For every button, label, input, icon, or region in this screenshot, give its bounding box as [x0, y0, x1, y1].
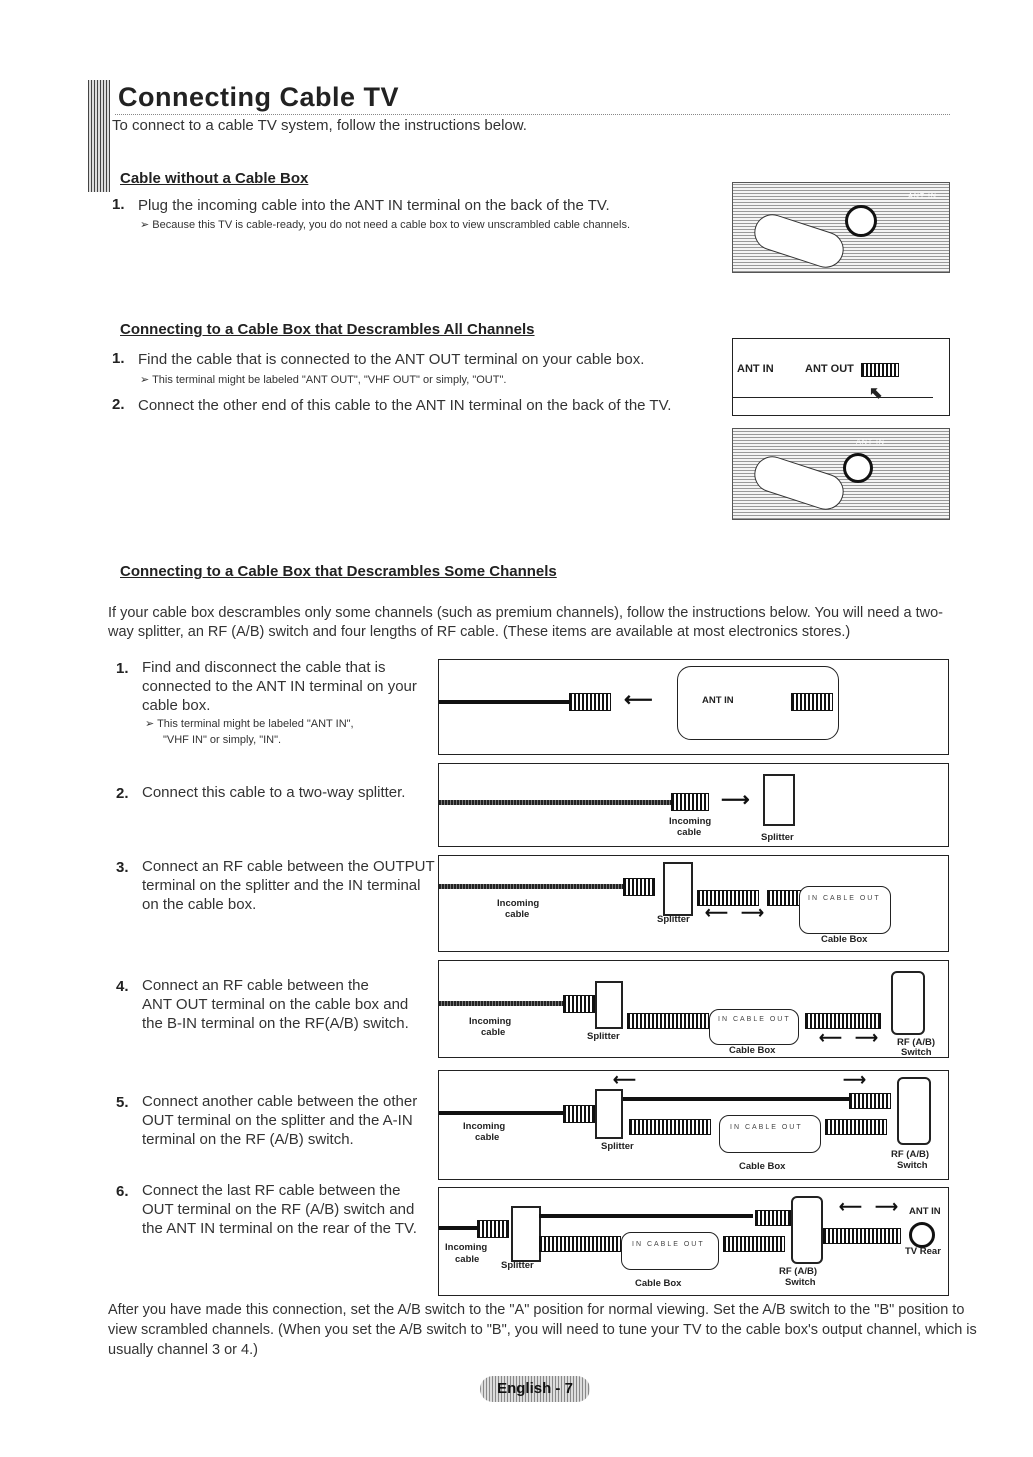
rf-ab-switch-icon	[891, 971, 925, 1035]
section3-intro-line1: If your cable box descrambles only some channels (such as premium channels), follow the instructions below. You will need a two-	[108, 605, 943, 621]
s3-step1-note: ➢ This terminal might be labeled "ANT IN", "VHF IN" or simply, "IN".	[145, 718, 354, 746]
section1-note: ➢ Because this TV is cable-ready, you do not need a cable box to view unscrambled cable channels.	[140, 219, 631, 231]
splitter-label: Splitter	[501, 1260, 534, 1271]
diagram-step1	[438, 659, 949, 755]
section1-step1-num: 1.	[112, 196, 125, 213]
cable-box-label: Cable Box	[729, 1045, 776, 1056]
hand-icon	[750, 210, 849, 273]
cable-label: cable	[455, 1254, 480, 1265]
rf-cable-icon	[805, 1013, 881, 1029]
note-arrow-icon: ➢	[140, 374, 153, 386]
splitter-icon	[595, 981, 623, 1029]
pointer-arrow-icon: ⬉	[869, 385, 883, 402]
splitter-label: Splitter	[761, 832, 794, 843]
section3-heading: Connecting to a Cable Box that Descrambles Some Channels	[120, 563, 557, 580]
diagram-step2	[438, 763, 949, 847]
rf-connector-icon	[477, 1220, 509, 1238]
splitter-label: Splitter	[587, 1031, 620, 1042]
left-arrow-icon: ⟵	[624, 689, 653, 711]
hand-icon	[750, 452, 849, 515]
switch-label: Switch	[785, 1277, 816, 1288]
rf-connector-icon	[791, 693, 833, 711]
cable-label: cable	[475, 1132, 500, 1143]
ant-in-label: ANT IN	[737, 363, 774, 375]
cable-box-outline	[799, 886, 891, 934]
ant-in-jack-icon	[843, 453, 873, 483]
s3-step3-text: Connect an RF cable between the OUTPUT terminal on the splitter and the IN terminal on the cable box.	[142, 858, 435, 913]
closing-line3: usually channel 3 or 4.)	[108, 1342, 258, 1358]
incoming-cable	[439, 800, 675, 805]
incoming-cable	[439, 1226, 479, 1230]
right-arrow-icon: ⟶	[721, 789, 750, 811]
ant-in-tv-label: ANT IN	[909, 1206, 941, 1217]
section1-heading: Cable without a Cable Box	[120, 170, 309, 187]
left-arrow-icon: ⟵	[705, 905, 728, 922]
ant-in-photo-1	[732, 182, 950, 273]
cable-box-outline	[621, 1232, 719, 1270]
rf-cable-icon	[539, 1236, 621, 1252]
section2-step2-text: Connect the other end of this cable to the ANT IN terminal on the back of the TV.	[138, 397, 672, 414]
section2-step2-num: 2.	[112, 396, 125, 413]
ant-in-photo-2	[732, 428, 950, 520]
cable-box-outline	[719, 1115, 821, 1153]
splitter-icon	[595, 1089, 623, 1139]
tv-ant-in-jack-icon	[909, 1222, 935, 1248]
section2-step1-num: 1.	[112, 350, 125, 367]
ant-out-label: ANT OUT	[805, 363, 854, 375]
rf-connector-icon	[569, 693, 611, 711]
cable-label: cable	[481, 1027, 506, 1038]
photo-label: ANT IN	[856, 439, 885, 446]
incoming-cable	[439, 1001, 565, 1006]
splitter-label: Splitter	[601, 1141, 634, 1152]
cable-box-label: Cable Box	[739, 1161, 786, 1172]
section1-step1-text: Plug the incoming cable into the ANT IN terminal on the back of the TV.	[138, 197, 610, 214]
rf-connector-icon	[623, 878, 655, 896]
right-arrow-icon: ⟶	[843, 1072, 866, 1089]
switch-label: Switch	[897, 1160, 928, 1171]
s3-step6-text: Connect the last RF cable between the OUT terminal on the RF (A/B) switch and the ANT IN terminal on the rear of the TV.	[142, 1182, 417, 1237]
s3-step2-text: Connect this cable to a two-way splitter.	[142, 784, 406, 801]
left-arrow-icon: ⟵	[839, 1199, 862, 1216]
incoming-cable	[439, 1111, 565, 1115]
s3-step4-num: 4.	[116, 978, 129, 995]
splitter-icon	[763, 774, 795, 826]
rf-ab-label: RF (A/B)	[897, 1037, 935, 1048]
incoming-label: Incoming	[497, 898, 540, 909]
s3-step1-num: 1.	[116, 660, 129, 677]
incoming-cable	[439, 700, 569, 704]
right-arrow-icon: ⟶	[855, 1030, 878, 1047]
s3-step3-num: 3.	[116, 859, 129, 876]
rf-ab-switch-icon	[897, 1077, 931, 1145]
rf-cable-icon	[723, 1236, 785, 1252]
cable-box-terminals: IN CABLE OUT	[808, 895, 881, 902]
ant-in-label: ANT IN	[702, 695, 734, 706]
rf-ab-switch-icon	[791, 1196, 823, 1264]
diagram-step6	[438, 1187, 949, 1296]
s3-step1-text: Find and disconnect the cable that is connected to the ANT IN terminal on your cable box.	[142, 659, 417, 714]
rf-connector-icon	[671, 793, 709, 811]
note-arrow-icon: ➢	[145, 718, 158, 730]
cable-box-terminals: IN CABLE OUT	[632, 1241, 705, 1248]
splitter-icon	[511, 1206, 541, 1262]
rf-connector-icon	[563, 1105, 595, 1123]
incoming-label: Incoming	[463, 1121, 506, 1132]
note-arrow-icon: ➢	[140, 219, 153, 231]
section2-note: ➢ This terminal might be labeled "ANT OUT", "VHF OUT" or simply, "OUT".	[140, 374, 507, 386]
section3-intro-line2: way splitter, an RF (A/B) switch and four lengths of RF cable. (These items are available at most electronics stores.)	[108, 624, 851, 640]
s3-step2-num: 2.	[116, 785, 129, 802]
a-line-cable	[623, 1097, 849, 1101]
diagram-step4	[438, 960, 949, 1058]
splitter-label: Splitter	[657, 914, 690, 925]
closing-line2: view scrambled channels. (When you set the A/B switch to "B", you will need to tune your TV to the cable box's output channel, which is	[108, 1322, 977, 1338]
closing-line1: After you have made this connection, set the A/B switch to the "A" position for normal viewing. Set the A/B switch to the "B" position to	[108, 1302, 965, 1318]
cable-box-base-line	[733, 397, 933, 398]
rf-cable-icon	[825, 1119, 887, 1135]
photo-label: ANT IN	[908, 193, 937, 200]
rf-connector-icon	[563, 995, 595, 1013]
rf-cable-icon	[629, 1119, 711, 1135]
incoming-label: Incoming	[445, 1242, 488, 1253]
diagram-step3	[438, 855, 949, 952]
s3-step5-num: 5.	[116, 1094, 129, 1111]
rf-ab-label: RF (A/B)	[891, 1149, 929, 1160]
left-arrow-icon: ⟵	[613, 1072, 636, 1089]
title-accent-bar	[88, 80, 110, 192]
splitter-icon	[663, 862, 693, 916]
rf-cable-icon	[627, 1013, 709, 1029]
right-arrow-icon: ⟶	[875, 1199, 898, 1216]
rf-cable-icon	[823, 1228, 901, 1244]
page-intro: To connect to a cable TV system, follow the instructions below.	[112, 117, 527, 134]
page-number-badge: English - 7	[480, 1376, 590, 1402]
cable-box-label: Cable Box	[821, 934, 868, 945]
rf-connector-icon	[861, 363, 899, 377]
left-arrow-icon: ⟵	[819, 1030, 842, 1047]
tv-rear-label: TV Rear	[905, 1246, 941, 1257]
rf-connector-icon	[849, 1093, 891, 1109]
incoming-label: Incoming	[469, 1016, 512, 1027]
cable-box-outline	[709, 1009, 799, 1045]
cable-box-terminals: IN CABLE OUT	[718, 1016, 791, 1023]
section2-heading: Connecting to a Cable Box that Descrambles All Channels	[120, 321, 535, 338]
s3-step5-text: Connect another cable between the other OUT terminal on the splitter and the A-IN terminal on the RF (A/B) switch.	[142, 1093, 418, 1148]
right-arrow-icon: ⟶	[741, 905, 764, 922]
cable-box-back-diagram	[732, 338, 950, 416]
s3-step4-text: Connect an RF cable between the ANT OUT terminal on the cable box and the B-IN terminal on the RF(A/B) switch.	[142, 977, 409, 1032]
rf-ab-label: RF (A/B)	[779, 1266, 817, 1277]
section2-step1-text: Find the cable that is connected to the ANT OUT terminal on your cable box.	[138, 351, 645, 368]
ant-in-jack-icon	[845, 205, 877, 237]
diagram-step5	[438, 1070, 949, 1180]
cable-box-label: Cable Box	[635, 1278, 682, 1289]
switch-label: Switch	[901, 1047, 932, 1058]
s3-step6-num: 6.	[116, 1183, 129, 1200]
rf-connector-icon	[755, 1210, 791, 1226]
page-title: Connecting Cable TV	[118, 82, 400, 112]
incoming-cable	[439, 884, 625, 889]
cable-box-terminals: IN CABLE OUT	[730, 1124, 803, 1131]
cable-label: cable	[505, 909, 530, 920]
title-rule	[115, 114, 950, 115]
cable-label: cable	[677, 827, 702, 838]
a-line-cable	[539, 1214, 753, 1218]
incoming-label: Incoming	[669, 816, 712, 827]
